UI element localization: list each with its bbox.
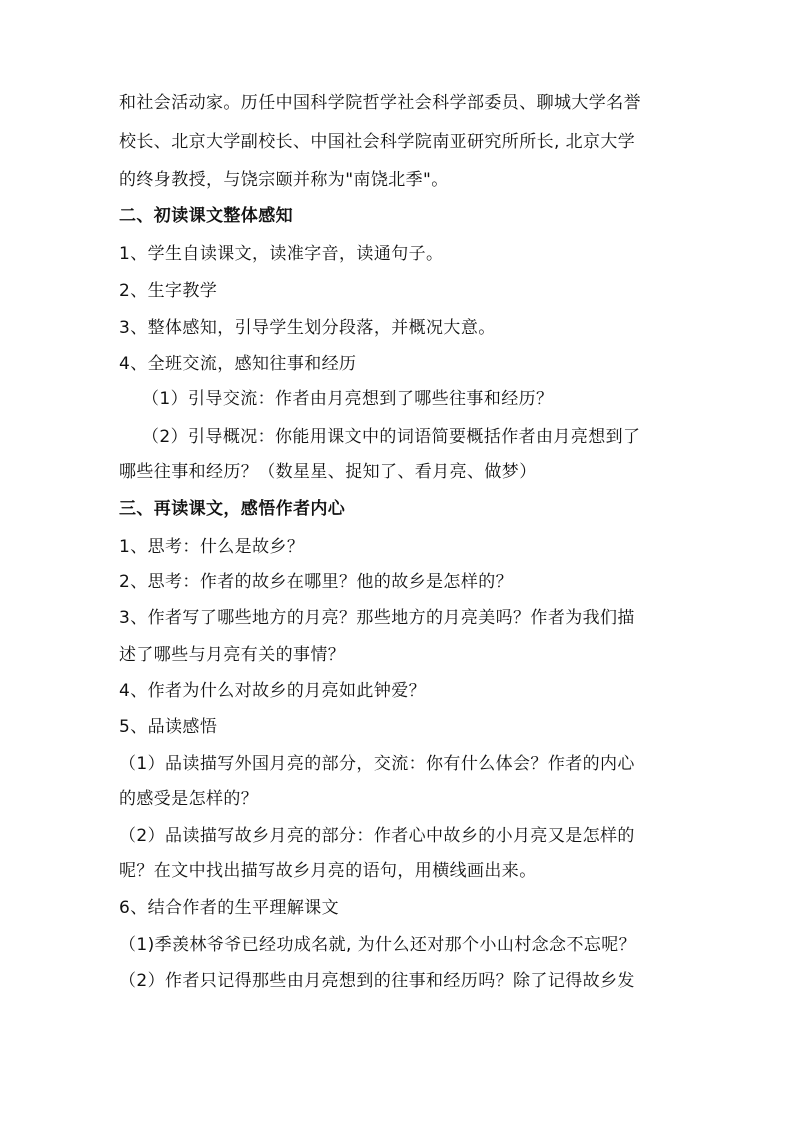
list-item: 4、全班交流，感知往事和经历 xyxy=(119,354,357,374)
list-item: 1、思考：什么是故乡？ xyxy=(119,537,305,557)
sub-item: （2）品读描写故乡月亮的部分：作者心中故乡的小月亮又是怎样的 xyxy=(119,826,635,846)
sub-item: （1）引导交流：作者由月亮想到了哪些往事和经历？ xyxy=(142,389,554,409)
list-item: 1、学生自读课文，读准字音，读通句子。 xyxy=(119,244,444,264)
body-text-line: 校长、北京大学副校长、中国社会科学院南亚研究所所长, 北京大学 xyxy=(119,132,636,152)
list-item: 3、整体感知，引导学生划分段落，并概况大意。 xyxy=(119,318,496,338)
section-heading: 三、再读课文，感悟作者内心 xyxy=(119,499,346,519)
sub-item: （1)季羡林爷爷已经功成名就, 为什么还对那个小山村念念不忘呢？ xyxy=(119,935,637,955)
list-item: 5、品读感悟 xyxy=(119,717,218,737)
list-item: 4、作者为什么对故乡的月亮如此钟爱？ xyxy=(119,681,427,701)
sub-item: （1）品读描写外国月亮的部分，交流：你有什么体会？作者的内心 xyxy=(119,754,635,774)
list-item: 2、生字教学 xyxy=(119,281,218,301)
sub-item-continued: 的感受是怎样的？ xyxy=(119,789,259,809)
body-text-line: 的终身教授，与饶宗颐并称为"南饶北季"。 xyxy=(119,170,449,190)
list-item: 2、思考：作者的故乡在哪里？他的故乡是怎样的？ xyxy=(119,572,514,592)
sub-item: （2）引导概况：你能用课文中的词语简要概括作者由月亮想到了 xyxy=(142,427,641,447)
sub-item-continued: 哪些往事和经历？（数星星、捉知了、看月亮、做梦） xyxy=(119,462,537,482)
section-heading: 二、初读课文整体感知 xyxy=(119,206,293,226)
list-item: 6、结合作者的生平理解课文 xyxy=(119,898,340,918)
body-text-line: 和社会活动家。历任中国科学院哲学社会科学部委员、聊城大学名誉 xyxy=(119,93,641,113)
list-item-continued: 述了哪些与月亮有关的事情？ xyxy=(119,645,346,665)
sub-item: （2）作者只记得那些由月亮想到的往事和经历吗？除了记得故乡发 xyxy=(119,971,635,991)
list-item: 3、作者写了哪些地方的月亮？那些地方的月亮美吗？作者为我们描 xyxy=(119,608,635,628)
sub-item-continued: 呢？在文中找出描写故乡月亮的语句，用横线画出来。 xyxy=(119,861,537,881)
